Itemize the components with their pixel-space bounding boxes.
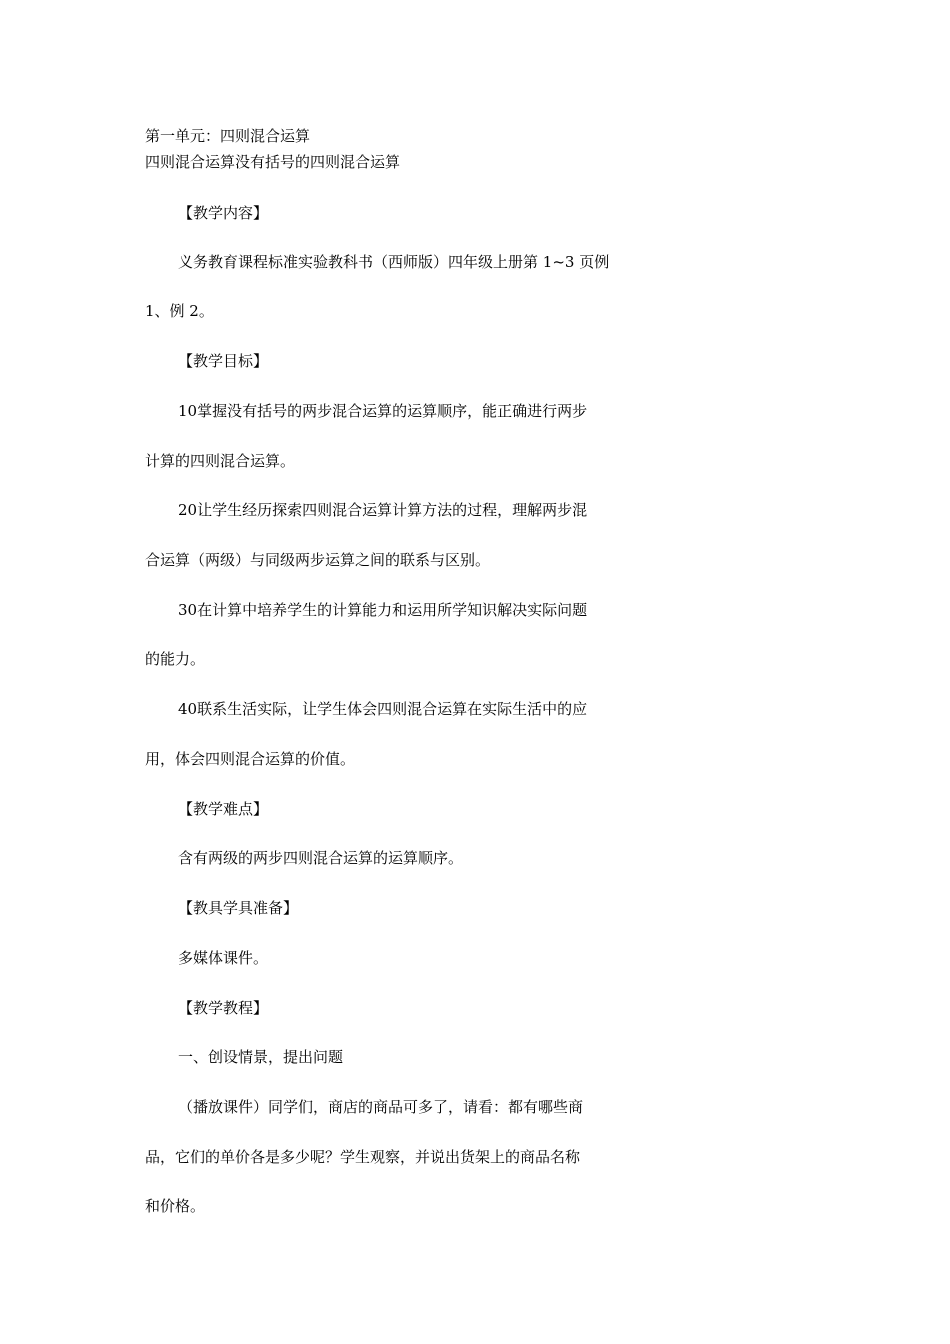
- content-paragraph-line: 1、例 2。: [145, 302, 214, 320]
- goal-3-line: 的能力。: [145, 650, 206, 668]
- unit-title: 第一单元：四则混合运算: [145, 127, 311, 145]
- difficulty-heading: 【教学难点】: [178, 800, 269, 818]
- process-heading: 【教学教程】: [178, 999, 269, 1017]
- goal-2-line: 合运算（两级）与同级两步运算之间的联系与区别。: [145, 551, 491, 569]
- goal-3-line: 30在计算中培养学生的计算能力和运用所学知识解决实际问题: [178, 601, 588, 619]
- goal-4-line: 用，体会四则混合运算的价值。: [145, 750, 356, 768]
- content-heading: 【教学内容】: [178, 204, 269, 222]
- goal-1-line: 计算的四则混合运算。: [145, 452, 296, 470]
- tools-text: 多媒体课件。: [178, 949, 269, 967]
- lesson-title: 四则混合运算没有括号的四则混合运算: [145, 153, 401, 171]
- goals-heading: 【教学目标】: [178, 352, 269, 370]
- step-1-line: 品，它们的单价各是多少呢？学生观察，并说出货架上的商品名称: [145, 1148, 581, 1166]
- content-paragraph-line: 义务教育课程标准实验教科书（西师版）四年级上册第 1~3 页例: [178, 253, 610, 271]
- step-1-line: （播放课件）同学们，商店的商品可多了，请看：都有哪些商: [178, 1098, 584, 1116]
- goal-4-line: 40联系生活实际，让学生体会四则混合运算在实际生活中的应: [178, 700, 588, 718]
- step-1-line: 和价格。: [145, 1197, 206, 1215]
- goal-1-line: 10掌握没有括号的两步混合运算的运算顺序，能正确进行两步: [178, 402, 588, 420]
- step-1-heading: 一、创设情景，提出问题: [178, 1048, 344, 1066]
- difficulty-text: 含有两级的两步四则混合运算的运算顺序。: [178, 849, 464, 867]
- tools-heading: 【教具学具准备】: [178, 899, 299, 917]
- goal-2-line: 20让学生经历探索四则混合运算计算方法的过程，理解两步混: [178, 501, 588, 519]
